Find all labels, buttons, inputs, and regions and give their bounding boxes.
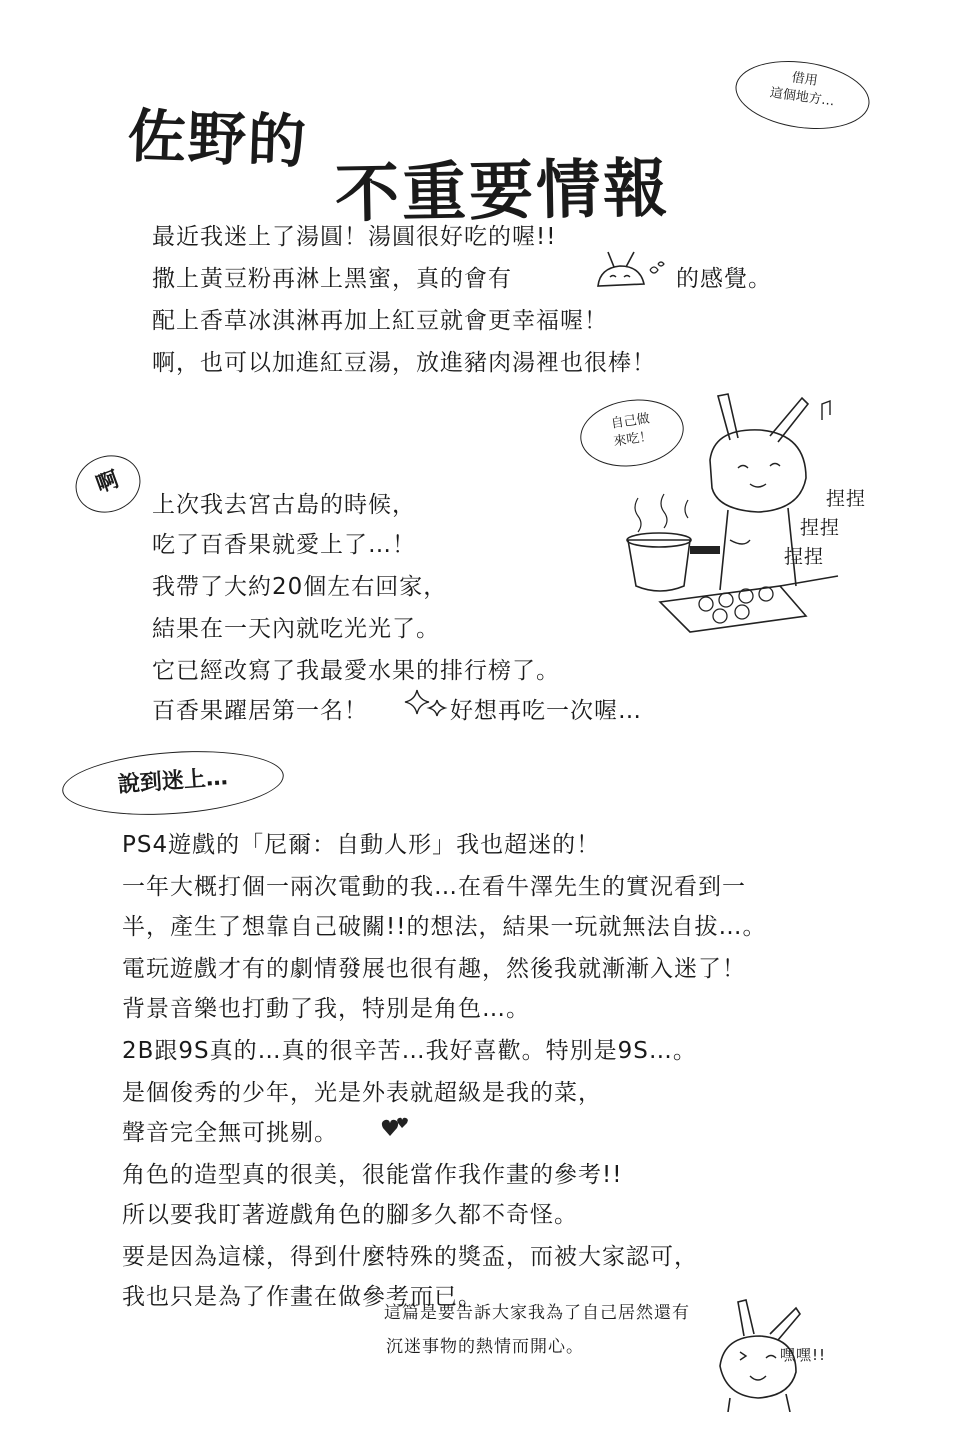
cook-bubble-line-1: 自己做 bbox=[610, 411, 651, 432]
s1-line-4: 啊，也可以加進紅豆湯，放進豬肉湯裡也很棒！ bbox=[152, 350, 656, 376]
cook-bubble-line-2: 來吃！ bbox=[612, 429, 654, 450]
s3-line-4: 電玩遊戲才有的劇情發展也很有趣，然後我就漸漸入迷了！ bbox=[122, 956, 746, 982]
s3-line-8: 聲音完全無可挑剔。 bbox=[122, 1120, 338, 1146]
s1-line-2: 撒上黃豆粉再淋上黑蜜，真的會有 bbox=[152, 266, 512, 292]
bunny-face-icon bbox=[590, 250, 672, 294]
footnote-line-1: 這篇是要告訴大家我為了自己居然還有 bbox=[384, 1303, 690, 1323]
section2-tag bbox=[67, 446, 148, 521]
s3-line-6: 2B跟9S真的…真的很辛苦…我好喜歡。特別是9S…。 bbox=[122, 1038, 697, 1064]
aside-line-1: 借用 bbox=[790, 70, 819, 89]
s3-line-12: 我也只是為了作畫在做參考而已。 bbox=[122, 1284, 482, 1310]
s1-line-2-end: 的感覺。 bbox=[676, 266, 772, 292]
title-line-2: 不重要情報 bbox=[334, 152, 671, 232]
s3-line-9: 角色的造型真的很美，很能當作我作畫的參考!! bbox=[122, 1162, 623, 1188]
section3-tag-text: 說到迷上… bbox=[117, 765, 229, 798]
section3-tag bbox=[60, 744, 286, 821]
aside-line-2: 這個地方… bbox=[768, 85, 836, 110]
s2-line-4: 結果在一天內就吃光光了。 bbox=[152, 616, 440, 642]
s3-line-11: 要是因為這樣，得到什麼特殊的獎盃，而被大家認可， bbox=[122, 1244, 698, 1270]
pinch-2: 捏捏 bbox=[800, 517, 841, 539]
sparkle-icon bbox=[403, 686, 451, 722]
s3-line-3: 半，產生了想靠自己破關!!的想法，結果一玩就無法自拔…。 bbox=[122, 914, 767, 940]
s2-line-5: 它已經改寫了我最愛水果的排行榜了。 bbox=[152, 658, 560, 684]
section2-tag-text: 啊 bbox=[92, 467, 123, 499]
s3-line-1: PS4遊戲的「尼爾：自動人形」我也超迷的！ bbox=[122, 832, 601, 858]
s2-line-2: 吃了百香果就愛上了…！ bbox=[152, 532, 416, 558]
pinch-3: 捏捏 bbox=[784, 546, 825, 568]
footnote-line-2: 沉迷事物的熱情而開心。 bbox=[386, 1337, 584, 1357]
s3-line-5: 背景音樂也打動了我，特別是角色…。 bbox=[122, 996, 530, 1022]
s1-line-1: 最近我迷上了湯圓！湯圓很好吃的喔!! bbox=[152, 224, 557, 250]
s2-line-6: 百香果躍居第一名！ bbox=[152, 698, 368, 724]
s2-line-3: 我帶了大約20個左右回家， bbox=[152, 574, 448, 600]
aside-bubble bbox=[731, 53, 874, 137]
s3-line-2: 一年大概打個一兩次電動的我…在看牛澤先生的實況看到一 bbox=[122, 874, 746, 900]
s1-line-3: 配上香草冰淇淋再加上紅豆就會更幸福喔！ bbox=[152, 308, 608, 334]
s2-line-7: 好想再吃一次喔… bbox=[450, 698, 642, 724]
s3-line-10: 所以要我盯著遊戲角色的腳多久都不奇怪。 bbox=[122, 1202, 578, 1228]
s2-line-1: 上次我去宮古島的時候， bbox=[152, 492, 416, 518]
pinch-1: 捏捏 bbox=[826, 488, 867, 510]
laugh-text: 嘿嘿!! bbox=[780, 1346, 827, 1364]
s3-line-7: 是個俊秀的少年，光是外表就超級是我的菜， bbox=[122, 1080, 602, 1106]
hearts-icon bbox=[380, 1114, 412, 1142]
title-line-1: 佐野的 bbox=[126, 101, 309, 177]
